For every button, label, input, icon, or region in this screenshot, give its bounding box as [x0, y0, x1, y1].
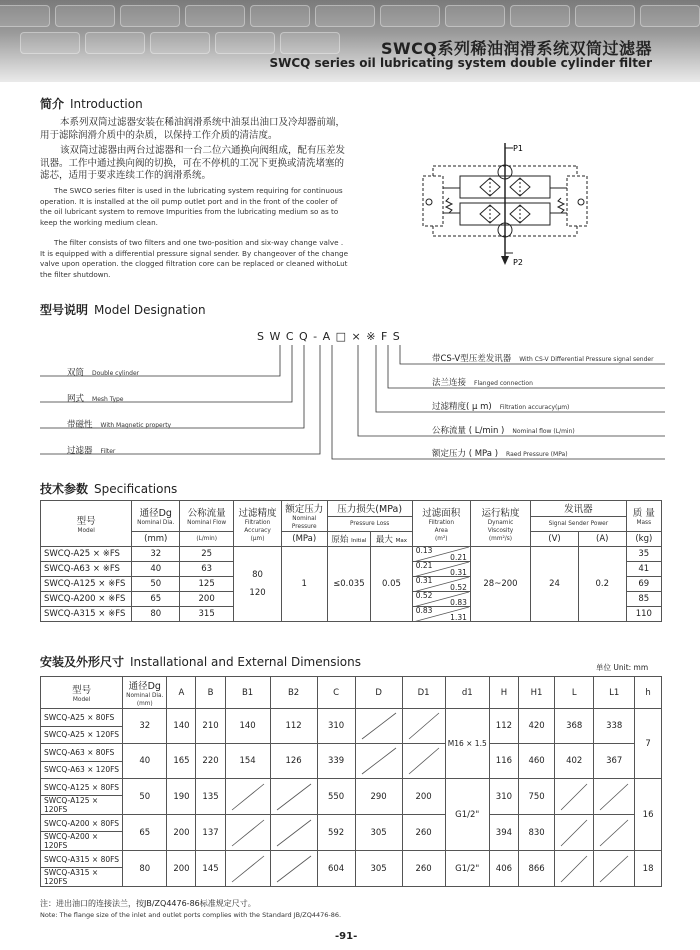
- cell-h-lower: 16: [635, 779, 662, 851]
- keyboard-key-shape: [640, 5, 700, 27]
- footnote-cn: 注：进出油口的连接法兰，按JB/ZQ4476-86标准规定尺寸。: [40, 899, 256, 908]
- cell-c: 310: [317, 709, 355, 744]
- model-designation-heading: [40, 301, 206, 318]
- header-en: Pressure: [291, 524, 317, 530]
- col-d: D: [355, 677, 402, 709]
- cell-sender-a: 0.2: [578, 547, 626, 622]
- cell-dg: 65: [123, 815, 167, 851]
- intro-heading: [40, 95, 143, 112]
- pressure-loss-en: [327, 516, 412, 532]
- cell-h: 406: [489, 851, 518, 887]
- header-en: Model: [77, 527, 95, 534]
- area-value-a: 0.31: [415, 576, 433, 585]
- cell-d1: 200: [402, 779, 445, 815]
- loss-initial-header: [327, 532, 371, 547]
- cell-l: 368: [555, 709, 594, 744]
- cell-loss-initial: ≤0.035: [327, 547, 371, 622]
- diagonal-line: [557, 816, 591, 850]
- diagonal-line: [358, 744, 400, 778]
- model-item-cn: 双筒: [67, 368, 85, 378]
- area-value-b: 0.52: [450, 583, 467, 592]
- cell-model: SWCQ-A25 × ※FS: [41, 547, 132, 562]
- col-l: L: [555, 677, 594, 709]
- cell-l1-empty: [594, 779, 635, 815]
- cell-viscosity: 28~200: [470, 547, 530, 622]
- header-en: Mass: [636, 520, 652, 526]
- header-en: Dynamic: [487, 519, 514, 526]
- cell-b1-empty: [225, 851, 270, 887]
- cell-area: [412, 577, 470, 592]
- cell-model: SWCQ-A25 × 120FS: [41, 726, 123, 744]
- page-title-cn: SWCQ系列稀油润滑系统双筒过滤器: [380, 39, 652, 58]
- diagonal-line: [228, 852, 268, 886]
- sender-v-unit: (V): [531, 532, 579, 547]
- cell-b2-empty: [270, 815, 317, 851]
- col-accuracy: [234, 501, 282, 547]
- cell-model: SWCQ-A200 × 120FS: [41, 832, 123, 851]
- sender-a-unit: (A): [578, 532, 626, 547]
- cell-model: SWCQ-A63 × 80FS: [41, 744, 123, 762]
- cell-area: [412, 592, 470, 607]
- col-dg: [123, 677, 167, 709]
- cell-b1: 154: [225, 744, 270, 779]
- schematic-svg: [405, 138, 615, 273]
- model-heading-en: Model Designation: [94, 303, 206, 317]
- area-value-b: 0.21: [450, 553, 467, 562]
- header-en: Accuracy: [244, 527, 271, 534]
- cell-area: [412, 547, 470, 562]
- model-item-nominal-flow: [432, 424, 575, 436]
- cell-l-empty: [555, 815, 594, 851]
- cell-model: SWCQ-A125 × ※FS: [41, 577, 132, 592]
- header-en: Nominal: [292, 516, 317, 522]
- cell-d1-thread: M16 × 1.5: [445, 709, 489, 779]
- cell-d1-thread-g: G1/2": [445, 779, 489, 851]
- header-en: Filtration: [428, 519, 455, 526]
- col-h-lower: h: [635, 677, 662, 709]
- diagonal-line: [228, 816, 268, 850]
- model-item-cn: 网式: [67, 394, 85, 404]
- col-b2: B2: [270, 677, 317, 709]
- table-row: [41, 709, 662, 727]
- header-cn: 最大: [375, 535, 393, 545]
- keyboard-key-shape: [85, 32, 145, 54]
- table-row: [41, 779, 662, 796]
- cell-b2-empty: [270, 851, 317, 887]
- cell-area: [412, 607, 470, 622]
- cell-model: SWCQ-A125 × 120FS: [41, 796, 123, 815]
- cell-area: [412, 562, 470, 577]
- model-item-cn: 过滤器: [67, 446, 93, 456]
- cell-a: 140: [167, 709, 196, 744]
- cell-b1: 140: [225, 709, 270, 744]
- page-title-en: SWCQ series oil lubricating system double cylinder filter: [269, 56, 652, 70]
- cell-d-empty: [355, 709, 402, 744]
- area-value-a: 0.13: [415, 546, 433, 555]
- cell-model: SWCQ-A315 × 80FS: [41, 851, 123, 868]
- header-cn: 压力损失(MPa): [337, 504, 403, 516]
- header-en: Area: [434, 527, 448, 534]
- cell-a: 200: [167, 851, 196, 887]
- model-item-filter: [67, 444, 115, 456]
- cell-mass: 69: [626, 577, 661, 592]
- intro-heading-cn: 简介: [40, 97, 65, 111]
- col-b: B: [196, 677, 225, 709]
- cell-sender-v: 24: [531, 547, 579, 622]
- col-pressure: [281, 501, 327, 532]
- keyboard-key-shape: [280, 32, 340, 54]
- cell-d: 305: [355, 815, 402, 851]
- model-code: S W C Q - A □ × ※ F S: [257, 330, 401, 343]
- header-cn: 过滤精度: [238, 507, 277, 519]
- pressure-unit: (MPa): [281, 532, 327, 547]
- keyboard-key-shape: [185, 5, 245, 27]
- intro-cn-paragraph-2: 该双筒过滤器由两台过滤器和一台二位六通换向阀组成，配有压差发讯器。工作中通过换向阀的切换，可在不停机的工况下更换或清洗堵塞的滤芯，适用于要求连续工作的润滑系统。: [40, 145, 346, 181]
- cell-l1: 367: [594, 744, 635, 779]
- header-cn: 通径Dg: [139, 508, 172, 519]
- table-row: [41, 744, 662, 762]
- col-l1: L1: [594, 677, 635, 709]
- cell-b: 210: [196, 709, 225, 744]
- header-unit: (mm²/s): [488, 535, 513, 542]
- cell-dg: 32: [123, 709, 167, 744]
- cell-model: SWCQ-A200 × 80FS: [41, 815, 123, 832]
- col-h: H: [489, 677, 518, 709]
- keyboard-key-shape: [120, 5, 180, 27]
- diagonal-line: [273, 780, 315, 814]
- keyboard-key-shape: [510, 5, 570, 27]
- specifications-table: [40, 500, 662, 622]
- header-banner: [0, 0, 700, 82]
- header-unit: (mm): [136, 700, 153, 707]
- table-header-row: [41, 532, 662, 547]
- model-item-flanged: [432, 376, 533, 388]
- header-cn: 额定压力: [285, 504, 324, 515]
- dg-unit: (mm): [132, 532, 180, 547]
- model-heading-cn: 型号说明: [40, 303, 89, 317]
- cell-b1-empty: [225, 779, 270, 815]
- keyboard-key-shape: [150, 32, 210, 54]
- loss-max-header: [371, 532, 413, 547]
- cell-pressure: 1: [281, 547, 327, 622]
- header-cn: 运行粘度: [481, 507, 520, 519]
- cell-d1-thread-g: G1/2": [445, 851, 489, 887]
- keyboard-key-shape: [250, 5, 310, 27]
- keyboard-key-shape: [20, 32, 80, 54]
- header-unit: (μm): [250, 535, 265, 542]
- specifications-heading: [40, 480, 177, 497]
- diagonal-line: [405, 744, 443, 778]
- cell-model: SWCQ-A25 × 80FS: [41, 709, 123, 727]
- diagonal-line: [358, 709, 400, 743]
- cell-l-empty: [555, 851, 594, 887]
- cell-model: SWCQ-A315 × ※FS: [41, 607, 132, 622]
- col-d1-upper: D1: [402, 677, 445, 709]
- cell-h-lower: 7: [635, 709, 662, 779]
- table-header-row: [41, 501, 662, 517]
- unit-label: 单位 Unit: mm: [596, 663, 649, 672]
- cell-model: SWCQ-A125 × 80FS: [41, 779, 123, 796]
- cell-dg: 40: [132, 562, 180, 577]
- col-pressure-loss: [327, 501, 412, 517]
- col-d1-lower: d1: [445, 677, 489, 709]
- cell-b: 135: [196, 779, 225, 815]
- diagonal-line: [273, 816, 315, 850]
- cell-model: SWCQ-A315 × 120FS: [41, 868, 123, 887]
- cell-flow: 200: [180, 592, 234, 607]
- table-row: [41, 547, 662, 562]
- keyboard-key-shape: [55, 5, 115, 27]
- model-item-en: Filtration accuracy(μm): [499, 404, 570, 411]
- diagonal-line: [596, 816, 632, 850]
- cell-d1: 260: [402, 851, 445, 887]
- header-en: Model: [72, 696, 91, 703]
- cell-a: 190: [167, 779, 196, 815]
- header-cn: 发讯器: [564, 504, 593, 516]
- cell-c: 592: [317, 815, 355, 851]
- accuracy-value-120: 120: [249, 588, 266, 598]
- cell-mass: 35: [626, 547, 661, 562]
- cell-h1: 460: [518, 744, 554, 779]
- cell-b2: 126: [270, 744, 317, 779]
- model-item-cn: 公称流量 ( L/min ): [432, 426, 505, 436]
- cell-accuracy: [234, 547, 282, 622]
- cell-h: 310: [489, 779, 518, 815]
- cell-d-empty: [355, 744, 402, 779]
- header-en: Pressure Loss: [350, 520, 390, 527]
- table-row: [41, 815, 662, 832]
- col-mass: [626, 501, 661, 532]
- cell-loss-max: 0.05: [371, 547, 413, 622]
- cell-b: 220: [196, 744, 225, 779]
- cell-d1-empty: [402, 709, 445, 744]
- cell-dg: 50: [123, 779, 167, 815]
- diagonal-line: [405, 709, 443, 743]
- model-item-en: Mesh Type: [92, 396, 124, 403]
- cell-b: 145: [196, 851, 225, 887]
- cell-dg: 80: [123, 851, 167, 887]
- col-h1: H1: [518, 677, 554, 709]
- model-item-en: Nominal flow (L/min): [512, 428, 575, 435]
- cell-model: SWCQ-A63 × ※FS: [41, 562, 132, 577]
- area-value-b: 0.83: [450, 598, 467, 607]
- model-item-en: With Magnetic property: [100, 422, 172, 429]
- model-item-en: With CS-V Differential Pressure signal sender: [519, 356, 654, 363]
- model-item-cn: 额定压力 ( MPa ): [432, 449, 499, 459]
- dims-heading-en: Installational and External Dimensions: [130, 655, 362, 669]
- cell-a: 165: [167, 744, 196, 779]
- intro-heading-en: Introduction: [70, 97, 143, 111]
- cell-flow: 125: [180, 577, 234, 592]
- footnote-en: Note: The flange size of the inlet and outlet ports complies with the Standard JB/ZQ4476-86.: [40, 911, 342, 919]
- header-en: Max: [395, 538, 408, 544]
- cell-h1: 750: [518, 779, 554, 815]
- cell-dg: 50: [132, 577, 180, 592]
- model-item-double-cylinder: [67, 366, 139, 378]
- col-viscosity: [470, 501, 530, 547]
- cell-b2: 112: [270, 709, 317, 744]
- cell-dg: 65: [132, 592, 180, 607]
- header-cn: 通径Dg: [128, 680, 161, 692]
- cell-b: 137: [196, 815, 225, 851]
- model-item-signal-sender: [432, 352, 654, 364]
- table-row: [41, 851, 662, 868]
- model-item-mesh-type: [67, 392, 124, 404]
- cell-mass: 110: [626, 607, 661, 622]
- model-item-en: Flanged connection: [474, 380, 533, 387]
- spec-heading-en: Specifications: [94, 482, 178, 496]
- model-item-magnetic: [67, 418, 171, 430]
- col-sender: [531, 501, 627, 517]
- model-item-pressure: [432, 447, 568, 459]
- cell-model: SWCQ-A63 × 120FS: [41, 761, 123, 779]
- col-flow: [180, 501, 234, 532]
- cell-d: 290: [355, 779, 402, 815]
- cell-l1: 338: [594, 709, 635, 744]
- table-header-row: [41, 677, 662, 709]
- diagonal-line: [596, 780, 632, 814]
- col-area: [412, 501, 470, 547]
- model-item-en: Double cylinder: [92, 370, 140, 377]
- mass-unit: (kg): [626, 532, 661, 547]
- port-p1-label: P1: [513, 144, 523, 153]
- cell-d1: 260: [402, 815, 445, 851]
- accuracy-value-80: 80: [252, 570, 263, 580]
- header-en: Nominal Dia.: [137, 520, 175, 526]
- header-cn: 质 量: [632, 508, 655, 519]
- model-item-cn: 带CS-V型压差发讯器: [432, 354, 512, 364]
- cell-d: 305: [355, 851, 402, 887]
- area-value-b: 0.31: [450, 568, 467, 577]
- page-number: -91-: [335, 931, 358, 942]
- header-en: Nominal Flow: [187, 520, 227, 526]
- diagonal-line: [273, 852, 315, 886]
- diagonal-line: [557, 852, 591, 886]
- col-b1: B1: [225, 677, 270, 709]
- cell-h: 116: [489, 744, 518, 779]
- col-c: C: [317, 677, 355, 709]
- cell-h-lower: 18: [635, 851, 662, 887]
- dims-heading-cn: 安装及外形尺寸: [40, 655, 125, 669]
- header-cn: 公称流量: [187, 508, 226, 519]
- outlet-arrow-icon: [501, 256, 509, 265]
- cell-h1: 830: [518, 815, 554, 851]
- model-item-en: Raed Pressure (MPa): [506, 451, 568, 458]
- cell-flow: 63: [180, 562, 234, 577]
- header-en: Viscosity: [487, 527, 514, 534]
- cell-d1-empty: [402, 744, 445, 779]
- cell-model: SWCQ-A200 × ※FS: [41, 592, 132, 607]
- intro-en-paragraph-2: The filter consists of two filters and one two-position and six-way change valve . It is equipped with a differential pressure signal sender. By changeover of the change valve upon operation. the clogged filtration core can be replaced or cleaned withoLut the filter shutdown.: [40, 238, 349, 279]
- cell-dg: 40: [123, 744, 167, 779]
- cell-h: 394: [489, 815, 518, 851]
- dimensions-heading: [40, 653, 361, 670]
- header-unit: (L/min): [196, 536, 217, 542]
- header-cn: 过滤面积: [422, 507, 461, 519]
- intro-en-paragraph-1: The SWCO series filter is used in the lubricating system requiring for continuous operation. It is installed at the oil pump outlet port and in the front of the cooler of the oil lubricant system to remove Impurities from the lubricating medium so as to keep the working medium clean.: [40, 186, 343, 227]
- cell-l1-empty: [594, 815, 635, 851]
- cell-l1-empty: [594, 851, 635, 887]
- intro-cn-paragraph-1: 本系列双筒过滤器安装在稀油润滑系统中油泵出油口及冷却器前端，用于滤除润滑介质中的杂质，以保持工作介质的清洁度。: [40, 117, 346, 141]
- cell-l-empty: [555, 779, 594, 815]
- cell-mass: 41: [626, 562, 661, 577]
- col-model: [41, 501, 132, 547]
- sender-en: [531, 516, 627, 532]
- flow-unit: [180, 532, 234, 547]
- hydraulic-schematic: [405, 138, 615, 273]
- model-item-cn: 带磁性: [67, 420, 93, 430]
- header-en: Filtration: [244, 519, 271, 526]
- keyboard-key-shape: [315, 5, 375, 27]
- cell-c: 604: [317, 851, 355, 887]
- header-en: Signal Sender Power: [548, 520, 609, 527]
- keyboard-key-shape: [445, 5, 505, 27]
- header-cn: 型号: [72, 684, 92, 696]
- cell-h1: 420: [518, 709, 554, 744]
- cell-mass: 85: [626, 592, 661, 607]
- cell-c: 550: [317, 779, 355, 815]
- cell-a: 200: [167, 815, 196, 851]
- model-item-cn: 过滤精度( μ m): [432, 402, 492, 412]
- area-value-a: 0.83: [415, 606, 433, 615]
- cell-h: 112: [489, 709, 518, 744]
- keyboard-key-shape: [575, 5, 635, 27]
- header-en: Nominal Dia.: [126, 692, 164, 699]
- header-en: Initial: [351, 538, 367, 544]
- keyboard-key-shape: [0, 5, 50, 27]
- dimensions-table: [40, 676, 662, 887]
- diagonal-line: [596, 852, 632, 886]
- cell-flow: 25: [180, 547, 234, 562]
- port-p2-label: P2: [513, 258, 523, 267]
- col-dg: [132, 501, 180, 532]
- cell-l: 402: [555, 744, 594, 779]
- keyboard-key-shape: [215, 32, 275, 54]
- diagonal-line: [557, 780, 591, 814]
- col-a: A: [167, 677, 196, 709]
- cell-b1-empty: [225, 815, 270, 851]
- area-value-b: 1.31: [450, 613, 467, 622]
- header-cn: 型号: [76, 515, 96, 527]
- model-item-accuracy: [432, 400, 569, 412]
- cell-dg: 80: [132, 607, 180, 622]
- spec-heading-cn: 技术参数: [40, 482, 89, 496]
- cell-flow: 315: [180, 607, 234, 622]
- model-item-cn: 法兰连接: [432, 378, 467, 388]
- model-item-en: Filter: [100, 448, 116, 455]
- header-unit: (m²): [435, 535, 448, 542]
- col-model: [41, 677, 123, 709]
- area-value-a: 0.21: [415, 561, 433, 570]
- diagonal-line: [228, 780, 268, 814]
- cell-h1: 866: [518, 851, 554, 887]
- cell-dg: 32: [132, 547, 180, 562]
- header-cn: 原始: [331, 535, 349, 545]
- keyboard-key-shape: [380, 5, 440, 27]
- area-value-a: 0.52: [415, 591, 433, 600]
- cell-b2-empty: [270, 779, 317, 815]
- cell-c: 339: [317, 744, 355, 779]
